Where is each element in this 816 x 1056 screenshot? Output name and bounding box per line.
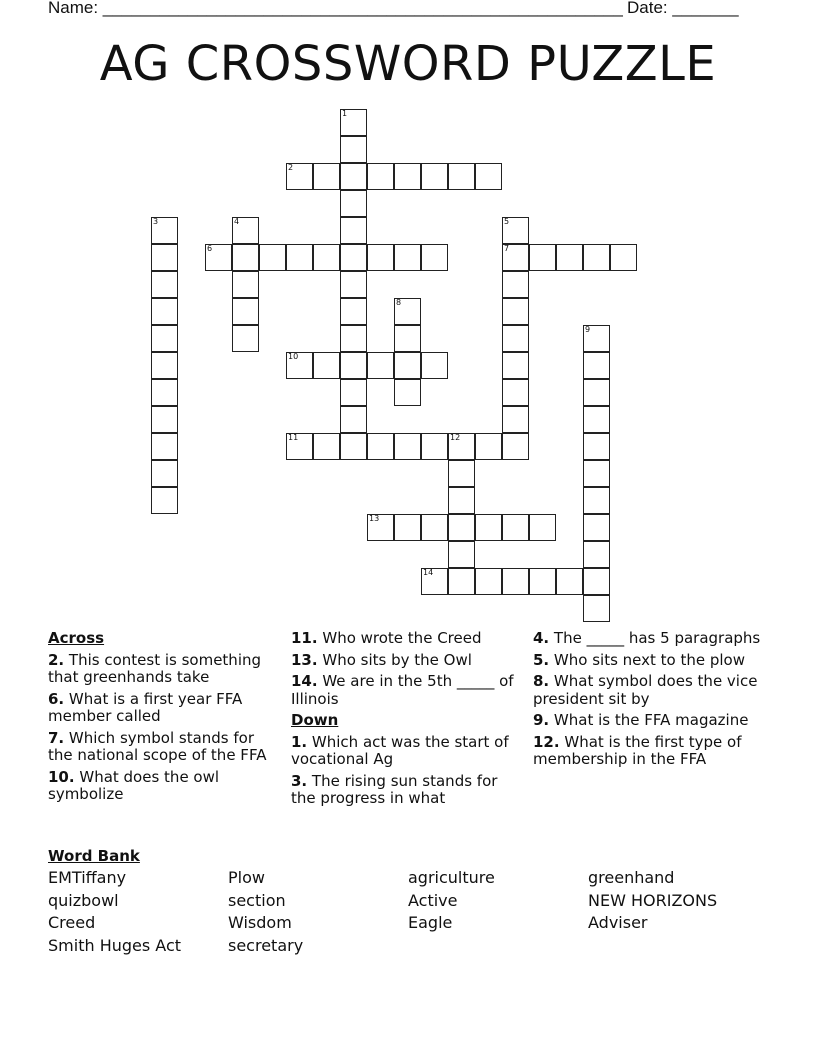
grid-cell[interactable] [394, 514, 421, 541]
grid-cell[interactable] [286, 433, 313, 460]
clue-across-2: 2. This contest is something that greenhands take [48, 650, 262, 686]
grid-cell[interactable] [583, 514, 610, 541]
grid-cell[interactable] [286, 163, 313, 190]
word-bank-item: NEW HORIZONS [588, 890, 718, 910]
grid-cell[interactable] [151, 244, 178, 271]
word-bank-item: Wisdom [228, 913, 292, 932]
grid-cell[interactable] [151, 406, 178, 433]
clue-down-8: 8. What symbol does the vice president sit by [533, 672, 758, 708]
grid-cell[interactable] [394, 163, 421, 190]
clue-number-label: 6 [207, 244, 213, 253]
grid-cell[interactable] [151, 487, 178, 514]
grid-cell[interactable] [502, 217, 529, 244]
grid-cell[interactable] [421, 568, 448, 595]
grid-cell[interactable] [313, 163, 340, 190]
grid-cell[interactable] [394, 352, 421, 379]
clue-down-9: 9. What is the FFA magazine [533, 711, 749, 729]
grid-cell[interactable] [502, 325, 529, 352]
word-bank-item: Creed [48, 913, 96, 932]
grid-cell[interactable] [340, 163, 367, 190]
grid-cell[interactable] [556, 568, 583, 595]
grid-cell[interactable] [313, 433, 340, 460]
grid-cell[interactable] [475, 433, 502, 460]
grid-cell[interactable] [583, 352, 610, 379]
grid-cell[interactable] [232, 217, 259, 244]
grid-cell[interactable] [421, 514, 448, 541]
grid-cell[interactable] [367, 352, 394, 379]
grid-cell[interactable] [394, 298, 421, 325]
grid-cell[interactable] [232, 325, 259, 352]
grid-cell[interactable] [313, 352, 340, 379]
grid-cell[interactable] [151, 217, 178, 244]
grid-cell[interactable] [475, 163, 502, 190]
grid-cell[interactable] [583, 433, 610, 460]
crossword-grid[interactable] [0, 109, 816, 625]
clue-down-5: 5. Who sits next to the plow [533, 650, 745, 669]
grid-cell[interactable] [502, 352, 529, 379]
grid-cell[interactable] [367, 163, 394, 190]
grid-cell[interactable] [421, 163, 448, 190]
grid-cell[interactable] [367, 244, 394, 271]
grid-cell[interactable] [340, 379, 367, 406]
grid-cell[interactable] [340, 109, 367, 136]
grid-cell[interactable] [556, 244, 583, 271]
grid-cell[interactable] [151, 460, 178, 487]
grid-cell[interactable] [583, 487, 610, 514]
clue-number-label: 1 [342, 109, 348, 118]
grid-cell[interactable] [502, 298, 529, 325]
clues-column-2 [291, 630, 521, 812]
word-bank-item: agriculture [408, 868, 495, 887]
word-bank-item: Adviser [588, 913, 648, 932]
clue-number-label: 13 [369, 514, 380, 523]
clue-number-label: 11 [288, 433, 299, 442]
grid-cell[interactable] [394, 325, 421, 352]
clue-across-10: 10. What does the owl symbolize [48, 767, 220, 803]
grid-cell[interactable] [583, 568, 610, 595]
clue-down-4: 4. The _____ has 5 paragraphs [533, 629, 761, 647]
grid-cell[interactable] [313, 244, 340, 271]
grid-cell[interactable] [286, 244, 313, 271]
clue-number-label: 10 [288, 352, 299, 361]
grid-cell[interactable] [448, 163, 475, 190]
word-bank-heading: Word Bank [48, 847, 140, 865]
clue-number-label: 8 [396, 298, 402, 307]
grid-cell[interactable] [502, 271, 529, 298]
grid-cell[interactable] [151, 298, 178, 325]
grid-cell[interactable] [583, 541, 610, 568]
clue-across-11: 11. Who wrote the Creed [291, 629, 482, 647]
clue-across-14: 14. We are in the 5th _____ of Illinois [291, 672, 514, 708]
grid-cell[interactable] [421, 433, 448, 460]
grid-cell[interactable] [583, 325, 610, 352]
grid-cell[interactable] [340, 406, 367, 433]
clues-column-3 [533, 630, 768, 773]
word-bank-item: section [228, 890, 286, 910]
grid-cell[interactable] [259, 244, 286, 271]
clue-number-label: 12 [450, 433, 461, 442]
grid-cell[interactable] [340, 271, 367, 298]
word-bank-item: quizbowl [48, 890, 119, 910]
word-bank-item: greenhand [588, 868, 675, 887]
grid-cell[interactable] [340, 190, 367, 217]
grid-cell[interactable] [583, 595, 610, 622]
grid-cell[interactable] [583, 379, 610, 406]
word-bank-item: Smith Huges Act [48, 935, 182, 955]
grid-cell[interactable] [448, 541, 475, 568]
clue-across-7: 7. Which symbol stands for the national scope of the FFA [48, 728, 267, 764]
word-bank-item: Active [408, 890, 458, 910]
grid-cell[interactable] [421, 244, 448, 271]
grid-cell[interactable] [475, 568, 502, 595]
clue-down-1: 1. Which act was the start of vocational Ag [291, 732, 509, 768]
down-heading: Down [291, 711, 339, 729]
grid-cell[interactable] [151, 433, 178, 460]
grid-cell[interactable] [394, 244, 421, 271]
grid-cell[interactable] [448, 460, 475, 487]
grid-cell[interactable] [529, 568, 556, 595]
grid-cell[interactable] [394, 433, 421, 460]
clue-number-label: 4 [234, 217, 240, 226]
grid-cell[interactable] [448, 514, 475, 541]
grid-cell[interactable] [151, 325, 178, 352]
name-field[interactable]: Name: _______________________________________________________ [48, 0, 623, 17]
clue-number-label: 14 [423, 568, 434, 577]
grid-cell[interactable] [502, 244, 529, 271]
across-heading: Across [48, 629, 105, 647]
grid-cell[interactable] [394, 379, 421, 406]
word-bank-item: Plow [228, 868, 265, 887]
page-title: AG CROSSWORD PUZZLE [99, 36, 717, 92]
clue-across-13: 13. Who sits by the Owl [291, 650, 472, 669]
grid-cell[interactable] [340, 298, 367, 325]
grid-cell[interactable] [421, 352, 448, 379]
clue-number-label: 2 [288, 163, 294, 172]
grid-cell[interactable] [529, 244, 556, 271]
clue-number-label: 5 [504, 217, 510, 226]
grid-cell[interactable] [232, 271, 259, 298]
grid-cell[interactable] [448, 433, 475, 460]
grid-cell[interactable] [286, 352, 313, 379]
grid-cell[interactable] [205, 244, 232, 271]
grid-cell[interactable] [340, 352, 367, 379]
clue-down-12: 12. What is the first type of membership in the FFA [533, 732, 742, 768]
grid-cell[interactable] [340, 244, 367, 271]
clue-number-label: 9 [585, 325, 591, 334]
grid-cell[interactable] [502, 514, 529, 541]
grid-cell[interactable] [448, 568, 475, 595]
grid-cell[interactable] [151, 379, 178, 406]
grid-cell[interactable] [502, 406, 529, 433]
grid-cell[interactable] [340, 325, 367, 352]
grid-cell[interactable] [475, 514, 502, 541]
clue-down-3: 3. The rising sun stands for the progress in what [291, 771, 498, 807]
grid-cell[interactable] [502, 379, 529, 406]
grid-cell[interactable] [340, 217, 367, 244]
clues-column-1 [48, 630, 280, 808]
grid-cell[interactable] [502, 568, 529, 595]
word-bank-item: secretary [228, 935, 304, 955]
grid-cell[interactable] [583, 244, 610, 271]
clue-across-6: 6. What is a first year FFA member called [48, 689, 243, 725]
grid-cell[interactable] [340, 136, 367, 163]
grid-cell[interactable] [502, 433, 529, 460]
date-field[interactable]: Date: _______ [627, 0, 739, 17]
grid-cell[interactable] [151, 271, 178, 298]
grid-cell[interactable] [367, 514, 394, 541]
grid-cell[interactable] [583, 406, 610, 433]
clue-number-label: 7 [504, 244, 510, 253]
word-bank-item: EMTiffany [48, 868, 127, 887]
word-bank [48, 868, 768, 955]
grid-cell[interactable] [610, 244, 637, 271]
grid-cell[interactable] [340, 433, 367, 460]
grid-cell[interactable] [583, 460, 610, 487]
grid-cell[interactable] [151, 352, 178, 379]
clue-number-label: 3 [153, 217, 159, 226]
grid-cell[interactable] [232, 244, 259, 271]
grid-cell[interactable] [367, 433, 394, 460]
word-bank-item: Eagle [408, 913, 453, 932]
grid-cell[interactable] [529, 514, 556, 541]
grid-cell[interactable] [232, 298, 259, 325]
grid-cell[interactable] [448, 487, 475, 514]
